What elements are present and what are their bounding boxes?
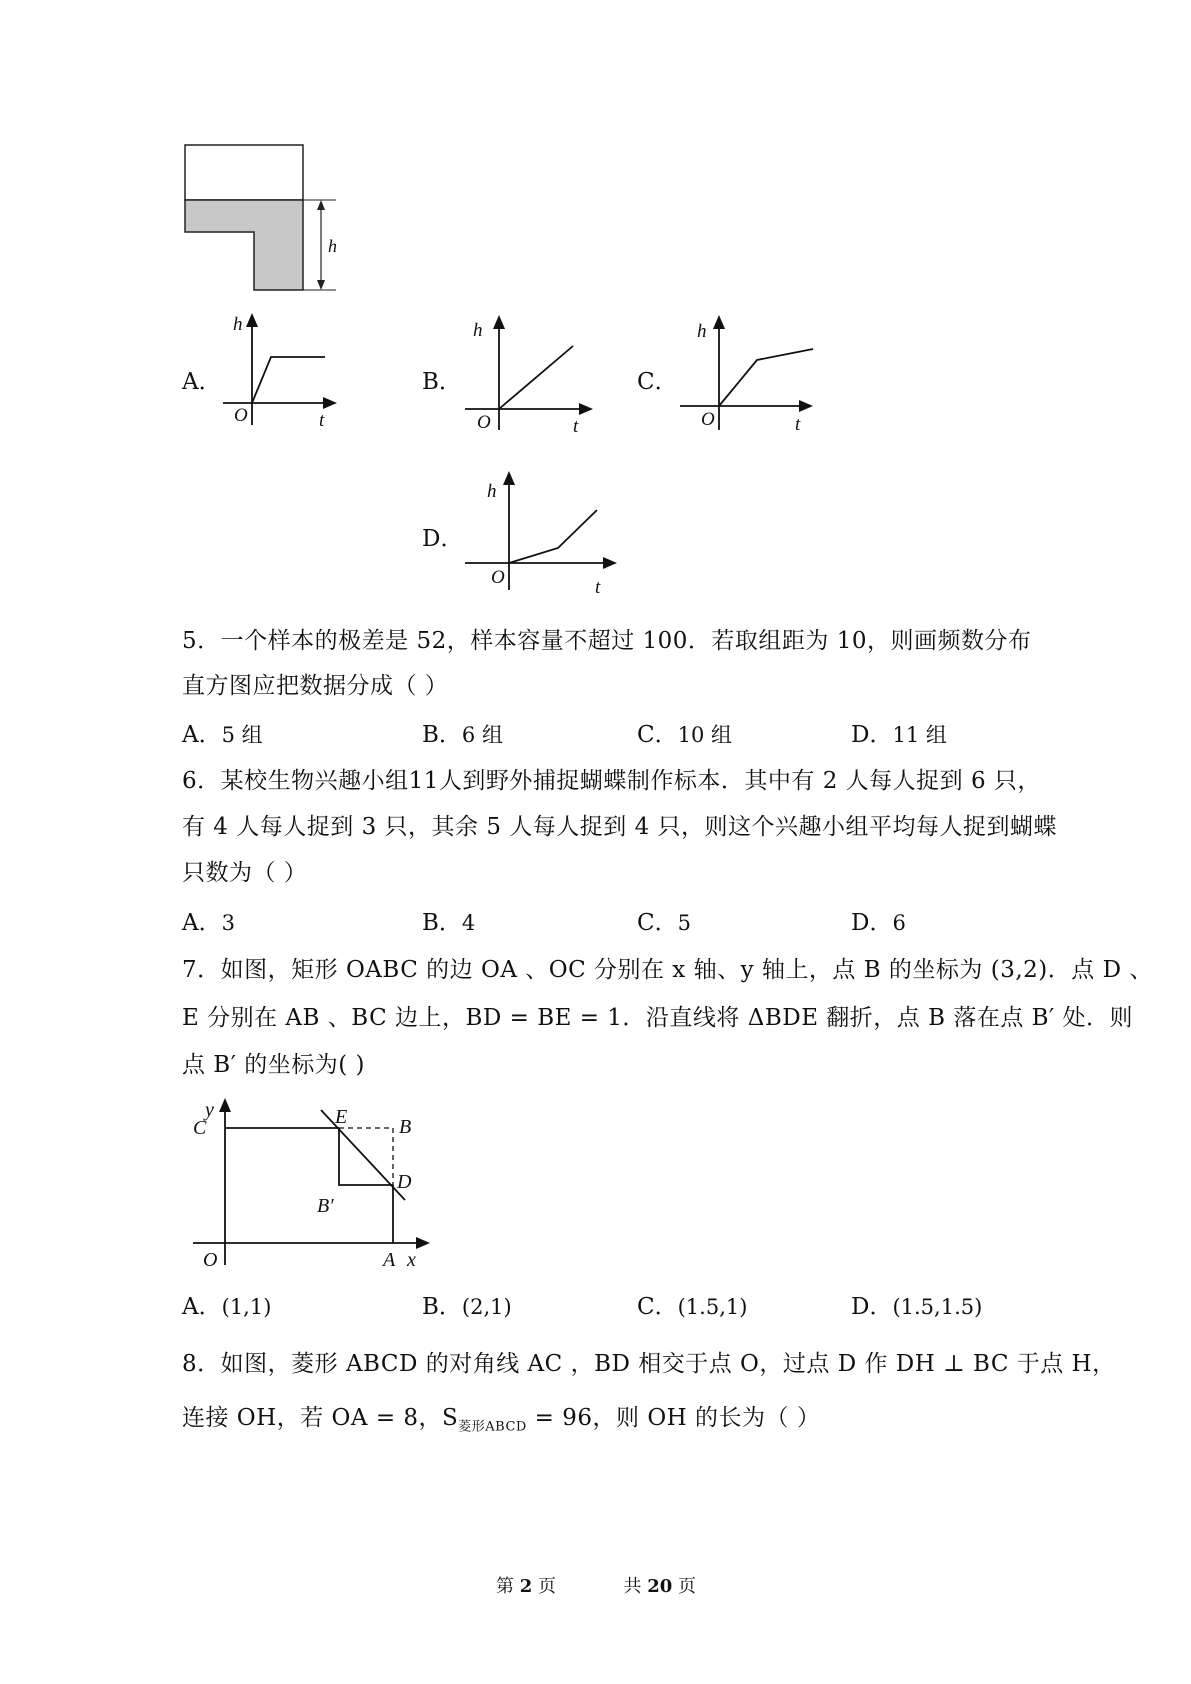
svg-text:h: h	[487, 481, 497, 502]
svg-text:C: C	[193, 1117, 207, 1139]
svg-text:t: t	[319, 410, 325, 431]
q5-line-1: 5．一个样本的极差是 52，样本容量不超过 100．若取组距为 10，则画频数分布	[182, 628, 1032, 654]
q7-option-b[interactable]: B．(2,1)	[422, 1294, 512, 1320]
q6-line-3: 只数为（ ）	[182, 860, 308, 886]
svg-text:E: E	[335, 1106, 348, 1128]
graph-option-d[interactable]	[455, 468, 620, 603]
q4-option-b-label[interactable]: B．	[422, 369, 462, 395]
q8-subscript: 菱形ABCD	[458, 1419, 527, 1435]
container-figure	[180, 140, 360, 300]
graph-b-curve	[499, 346, 573, 409]
q6-option-c[interactable]: C．5	[637, 910, 691, 936]
q5-option-a[interactable]: A．5 组	[182, 722, 263, 748]
svg-text:h: h	[233, 314, 243, 335]
q4-option-a-label[interactable]: A．	[182, 369, 222, 395]
svg-text:h: h	[697, 321, 707, 342]
svg-text:y: y	[205, 1099, 214, 1121]
q7-option-d[interactable]: D．(1.5,1.5)	[851, 1294, 983, 1320]
container-water	[185, 200, 303, 290]
q7-line-1: 7．如图，矩形 OABC 的边 OA 、OC 分别在 x 轴、y 轴上，点 B 的坐标为 (3,2)．点 D 、	[182, 957, 1153, 983]
q6-option-a[interactable]: A．3	[182, 910, 235, 936]
graph-option-b[interactable]	[455, 312, 605, 442]
height-label: h	[328, 236, 337, 256]
svg-text:B′: B′	[317, 1195, 334, 1217]
container-upper-part	[185, 145, 303, 200]
graph-d-curve	[509, 510, 597, 563]
q4-option-d-label[interactable]: D．	[422, 526, 464, 552]
svg-text:h: h	[473, 320, 483, 341]
svg-text:t: t	[573, 416, 579, 437]
q6-option-d[interactable]: D．6	[851, 910, 906, 936]
svg-text:t: t	[795, 414, 801, 435]
q6-line-1: 6．某校生物兴趣小组11人到野外捕捉蝴蝶制作标本．其中有 2 人每人捉到 6 只，	[182, 768, 1041, 794]
q5-line-2: 直方图应把数据分成（ ）	[182, 673, 449, 699]
q7-line-3: 点 B′ 的坐标为( )	[182, 1052, 366, 1078]
graph-c-curve	[719, 349, 813, 406]
graph-option-a[interactable]	[215, 310, 345, 440]
q7-option-a[interactable]: A．(1,1)	[182, 1294, 272, 1320]
svg-text:O: O	[234, 405, 248, 426]
q4-option-c-label[interactable]: C．	[637, 369, 678, 395]
svg-text:B: B	[399, 1116, 412, 1138]
page-footer: 第 2 页 共 20 页	[496, 1576, 696, 1597]
rectangle-fold-figure	[185, 1090, 435, 1270]
q6-line-2: 有 4 人每人捉到 3 只，其余 5 人每人捉到 4 只，则这个兴趣小组平均每人捉到蝴蝶	[182, 814, 1058, 840]
q5-option-b[interactable]: B．6 组	[422, 722, 503, 748]
graph-a-curve	[252, 357, 325, 403]
svg-text:O: O	[203, 1249, 218, 1270]
q6-option-b[interactable]: B．4	[422, 910, 476, 936]
q5-option-c[interactable]: C．10 组	[637, 722, 733, 748]
svg-text:O: O	[701, 409, 715, 430]
svg-text:t: t	[595, 577, 601, 598]
svg-text:x: x	[407, 1249, 416, 1270]
q8-line-2: 连接 OH，若 OA = 8，$S_{菱形ABCD} = 96$，则 OH 的长为（ ）	[182, 1405, 821, 1435]
svg-text:O: O	[491, 567, 505, 588]
q7-option-c[interactable]: C．(1.5,1)	[637, 1294, 748, 1320]
svg-text:O: O	[477, 412, 491, 433]
total-pages-number: 20	[647, 1576, 673, 1597]
q7-line-2: E 分别在 AB 、BC 边上，BD = BE = 1．沿直线将 ΔBDE 翻折，点 B 落在点 B′ 处．则	[182, 1005, 1134, 1031]
q8-line-1: 8．如图，菱形 ABCD 的对角线 AC ，BD 相交于点 O，过点 D 作 DH ⊥ BC 于点 H，	[182, 1351, 1116, 1377]
current-page-number: 2	[519, 1576, 533, 1597]
q5-option-d[interactable]: D．11 组	[851, 722, 947, 748]
svg-text:A: A	[383, 1249, 396, 1270]
graph-option-c[interactable]	[675, 312, 825, 442]
svg-text:D: D	[397, 1171, 412, 1193]
